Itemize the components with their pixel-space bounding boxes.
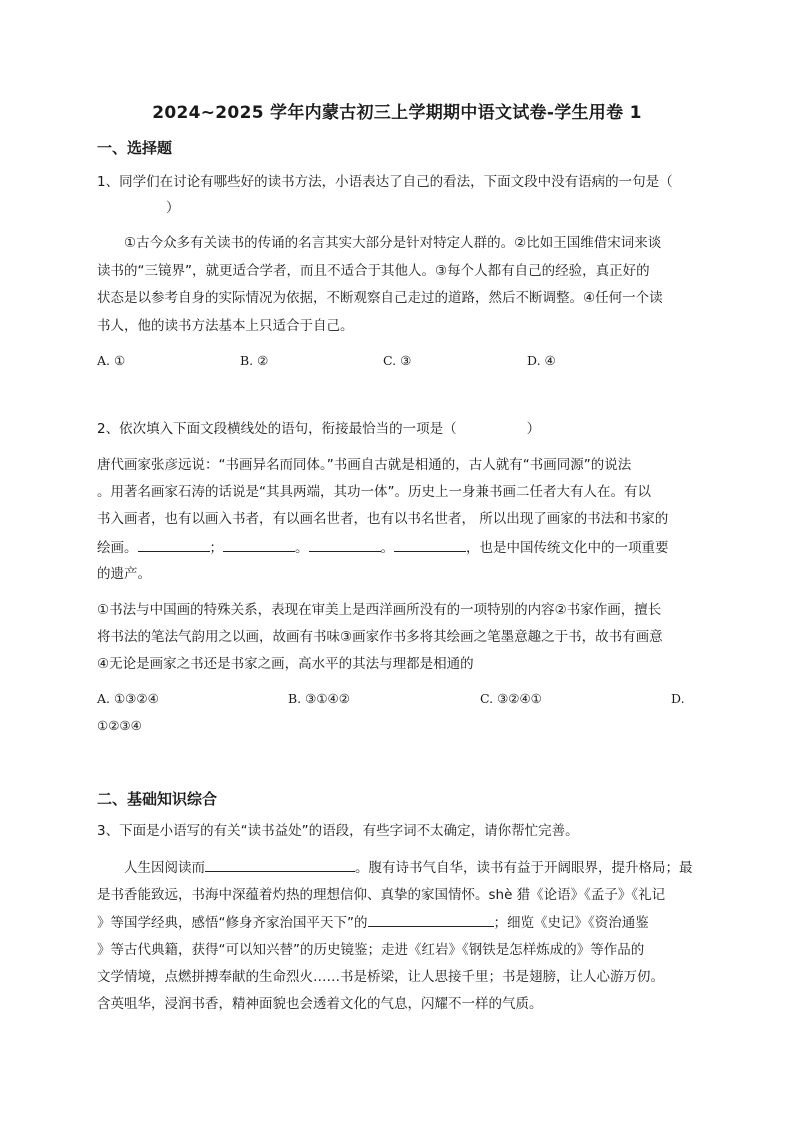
q2-blank-trail: ，也是中国传统文化中的一项重要 — [466, 540, 669, 556]
q1-stem-close: ） — [166, 200, 180, 216]
section-heading-basics: 二、基础知识综合 — [97, 790, 218, 808]
q2-passage-line: 书入画者，也有以画入书者，有以画名世者，也有以书名世者， 所以出现了画家的书法和书家的 — [97, 511, 669, 527]
fill-blank[interactable] — [309, 537, 381, 552]
q2-choice-line: ①书法与中国画的特殊关系，表现在审美上是西洋画所没有的一项特别的内容②书家作画，擅长 — [97, 602, 662, 618]
q3-passage-line — [124, 857, 724, 878]
q1-passage-line: 读书的“三镜界”，就更适合学者，而且不适合于其他人。③每个人都有自己的经验，真正好的 — [97, 263, 650, 279]
page-title: 2024~2025 学年内蒙古初三上学期期中语文试卷-学生用卷 1 — [152, 103, 642, 123]
fill-blank[interactable] — [223, 537, 295, 552]
q2-choice-line: ④无论是画家之书还是书家之画，高水平的其法与理都是相通的 — [97, 656, 474, 672]
q3-passage-line: 文学情境，点燃拼搏奉献的生命烈火……书是桥梁，让人思接千里；书是翅膀，让人心游万仞。 — [97, 969, 664, 985]
q1-stem: 1、同学们在讨论有哪些好的读书方法，小语表达了自己的看法，下面文段中没有语病的一句是（ — [97, 174, 673, 190]
q3-passage-line — [97, 912, 697, 933]
fill-blank[interactable] — [205, 857, 355, 872]
section-heading-choice: 一、选择题 — [97, 139, 173, 157]
q1-option-a[interactable]: A. ① — [97, 353, 126, 368]
q1-passage-line: 书人，他的读书方法基本上只适合于自己。 — [97, 318, 354, 334]
q3-passage-line: 是书香能致远，书海中深蕴着灼热的理想信仰、真挚的家国情怀。shè 猎《论语》《孟子》《礼记 — [97, 887, 666, 903]
q1-option-c[interactable]: C. ③ — [383, 353, 412, 368]
q2-option-c[interactable]: C. ③②④① — [480, 691, 542, 706]
q2-stem — [97, 419, 697, 439]
fill-blank[interactable] — [368, 912, 494, 927]
blank-separator: 。 — [380, 540, 394, 556]
q3-text: 人生因阅读而 — [124, 860, 205, 876]
q1-passage-line: 状态是以参考自身的实际情况为依据，不断观察自己走过的道路，然后不断调整。④任何一个读 — [97, 290, 663, 306]
fill-blank[interactable] — [394, 537, 466, 552]
q2-option-b[interactable]: B. ③①④② — [288, 691, 350, 706]
q3-stem: 3、下面是小语写的有关“读书益处”的语段，有些字词不太确定，请你帮忙完善。 — [97, 823, 579, 839]
q1-option-d[interactable]: D. ④ — [527, 353, 556, 368]
q3-text: ；细览《史记》《资治通鉴 — [493, 915, 649, 931]
q2-stem-close: ） — [526, 421, 541, 437]
blank-separator: 。 — [295, 540, 309, 556]
q3-text: 。腹有诗书气自华，读书有益于开阔眼界，提升格局；最 — [355, 860, 693, 876]
q2-passage-line: 唐代画家张彦远说：“书画异名而同体。”书画自古就是相通的，古人就有“书画同源”的说法 — [97, 457, 632, 473]
q2-passage-line: 。用著名画家石涛的话说是“其具两端，其功一体”。历史上一身兼书画二任者大有人在。有以 — [97, 484, 651, 500]
q2-option-d[interactable]: D. — [671, 691, 685, 706]
q1-option-b[interactable]: B. ② — [240, 353, 269, 368]
blank-separator: ； — [209, 540, 223, 556]
q3-passage-line: 含英咀华，浸润书香，精神面貌也会透着文化的气息，闪耀不一样的气质。 — [97, 996, 543, 1012]
q1-passage-line: ①古今众多有关读书的传诵的名言其实大部分是针对特定人群的。②比如王国维借宋词来谈 — [124, 235, 662, 251]
q3-text: 》等国学经典，感悟“修身齐家治国平天下”的 — [97, 915, 368, 931]
q2-passage-end: 的遗产。 — [97, 566, 151, 582]
fill-blank[interactable] — [138, 537, 210, 552]
q2-blank-lead: 绘画。 — [97, 540, 138, 556]
q2-stem-text: 2、依次填入下面文段横线处的语句，衔接最恰当的一项是（ — [97, 421, 457, 437]
q2-blank-line — [97, 537, 697, 558]
q3-passage-line: 》等古代典籍，获得“可以知兴替”的历史镜鉴；走进《红岩》《钢铁是怎样炼成的》等作品的 — [97, 942, 645, 958]
q2-choice-line: 将书法的笔法气韵用之以画，故画有书味③画家作书多将其绘画之笔墨意趣之于书，故书有画意 — [97, 629, 663, 645]
q2-option-d-text: ①②③④ — [97, 718, 142, 733]
q2-option-a[interactable]: A. ①③②④ — [97, 691, 159, 706]
